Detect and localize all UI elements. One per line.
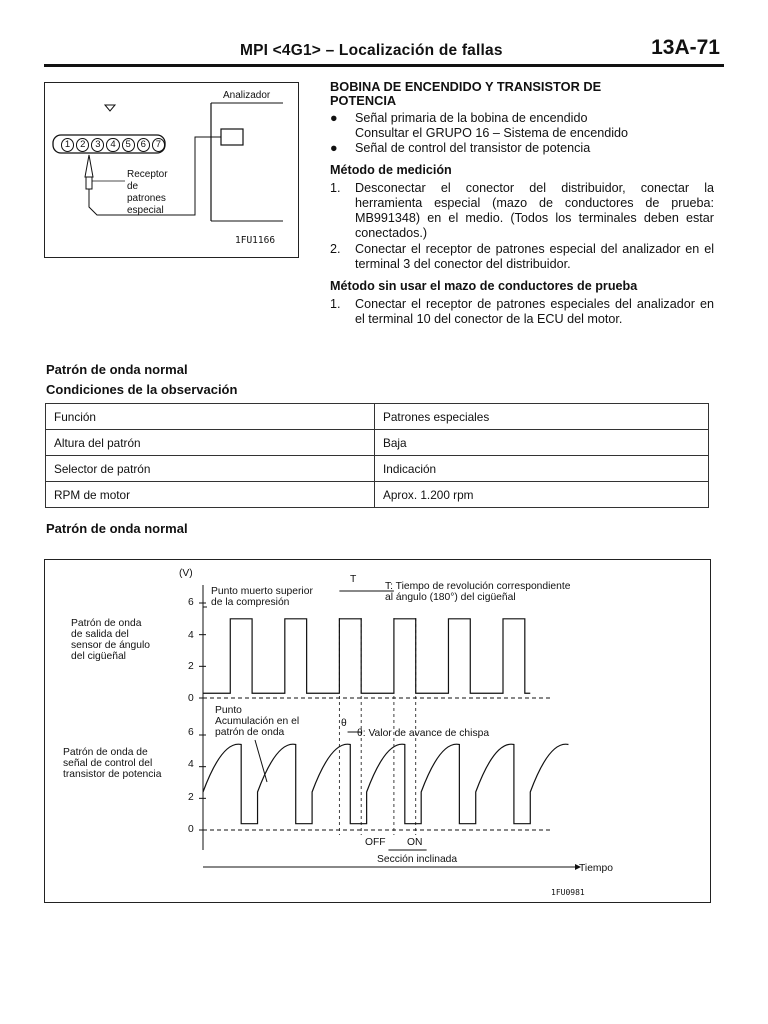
table-cell: Baja <box>375 430 709 456</box>
punto-line-3: patrón de onda <box>215 727 285 738</box>
y-tick-bottom-0: 0 <box>188 824 194 835</box>
chart-side-label-line: Patrón de onda de <box>63 747 148 758</box>
table-cell: RPM de motor <box>46 482 375 508</box>
step-number: 1. <box>330 297 341 311</box>
chart-side-label-line: sensor de ángulo <box>71 640 151 651</box>
t-symbol: T <box>350 574 357 585</box>
alt-method-heading: Método sin usar el mazo de conductores de prueba <box>330 279 638 293</box>
crank-sensor-waveform <box>203 619 530 693</box>
step-item <box>330 181 714 241</box>
page-number: 13A-71 <box>651 36 720 59</box>
connection-diagram-drawing <box>45 83 298 257</box>
connector-pin: 6 <box>137 138 150 152</box>
receptor-line: de <box>127 181 139 192</box>
bullet-line: Consultar el GRUPO 16 – Sistema de encendido <box>355 126 629 140</box>
tdc-line-1: Punto muerto superior <box>211 586 313 597</box>
header-rule <box>44 64 724 67</box>
waveform-chart <box>44 559 711 903</box>
connection-diagram <box>44 82 299 258</box>
step-text: Conectar el receptor de patrones especial del analizador en el terminal 3 del conector del distribuidor. <box>355 242 714 271</box>
connector-pin: 4 <box>106 138 119 152</box>
punto-line-1: Punto <box>215 705 242 716</box>
section-title <box>330 80 714 108</box>
table-row <box>46 456 709 482</box>
step-number: 2. <box>330 242 341 256</box>
table-cell: Selector de patrón <box>46 456 375 482</box>
section-heading-waveform: Patrón de onda normal <box>46 362 188 377</box>
receptor-label <box>127 169 168 217</box>
method-heading: Método de medición <box>330 163 452 177</box>
punto-line-2: Acumulación en el <box>215 716 300 727</box>
right-column <box>330 80 714 327</box>
title-line-1: BOBINA DE ENCENDIDO Y TRANSISTOR DE <box>330 79 602 94</box>
table-row <box>46 430 709 456</box>
chart-side-label-line: señal de control del <box>63 758 153 769</box>
transistor-control-label <box>63 747 161 780</box>
page-title: MPI <4G1> – Localización de fallas <box>240 42 503 59</box>
transistor-control-waveform <box>203 744 568 823</box>
conditions-table <box>45 403 709 508</box>
table-row <box>46 482 709 508</box>
y-tick-top-0: 0 <box>188 693 194 704</box>
slope-label: Sección inclinada <box>377 854 458 865</box>
table-cell: Altura del patrón <box>46 430 375 456</box>
unit-label: (V) <box>179 568 193 579</box>
chart-side-label-line: transistor de potencia <box>63 769 162 780</box>
table-cell: Patrones especiales <box>375 404 709 430</box>
section-heading-waveform-2: Patrón de onda normal <box>46 521 188 536</box>
chart-side-label-line: del cigüeñal <box>71 651 126 662</box>
y-tick-top-2: 2 <box>188 661 194 672</box>
tdc-label <box>211 586 313 608</box>
step-number: 1. <box>330 181 341 195</box>
table-cell: Función <box>46 404 375 430</box>
y-tick-top-4: 4 <box>188 630 194 641</box>
step-text: Conectar el receptor de patrones especiales del analizador en el terminal 10 del conector de la ECU del motor. <box>355 297 714 326</box>
crank-sensor-label <box>71 618 150 662</box>
punto-label <box>215 705 299 738</box>
theta-description: θ: Valor de avance de chispa <box>357 728 490 739</box>
bullet-list <box>330 111 714 156</box>
bullet-item <box>330 141 714 156</box>
connector-pin: 7 <box>152 138 165 152</box>
y-tick-bottom-6: 6 <box>188 727 194 738</box>
chart-code: 1FU0981 <box>551 888 585 897</box>
y-tick-top-6: 6 <box>188 597 194 608</box>
connector-pin: 1 <box>61 138 74 152</box>
connector-pin: 5 <box>122 138 135 152</box>
theta-symbol: θ <box>341 718 347 729</box>
bullet-marker: ● <box>330 141 338 155</box>
chart-side-label-line: de salida del <box>71 629 129 640</box>
connector-pins <box>61 138 165 152</box>
step-item <box>330 242 714 272</box>
table-cell: Indicación <box>375 456 709 482</box>
step-text: Desconectar el conector del distribuidor, conectar la herramienta especial (mazo de conductores de prueba: MB991348) en el medio. (Todos los terminales deben estar conectados.) <box>355 181 714 240</box>
tdc-line-2: de la compresión <box>211 597 290 608</box>
t-description <box>385 581 570 603</box>
step-item <box>330 297 714 327</box>
bullet-item <box>330 111 714 141</box>
t-desc-line-1: T: Tiempo de revolución correspondiente <box>385 581 571 592</box>
receptor-line: Receptor <box>127 169 168 180</box>
time-label: Tiempo <box>579 863 613 874</box>
receptor-line: especial <box>127 205 164 216</box>
bullet-line: Señal primaria de la bobina de encendido <box>355 111 588 125</box>
alt-method-steps <box>330 297 714 327</box>
method-steps <box>330 181 714 272</box>
table-row <box>46 404 709 430</box>
bullet-marker: ● <box>330 111 338 125</box>
title-line-2: POTENCIA <box>330 93 397 108</box>
bullet-line: Señal de control del transistor de potencia <box>355 141 591 155</box>
conditions-heading: Condiciones de la observación <box>46 382 238 397</box>
analyzer-label: Analizador <box>223 90 271 101</box>
connector-pin: 3 <box>91 138 104 152</box>
on-label: ON <box>407 837 423 848</box>
connector-pin: 2 <box>76 138 89 152</box>
chart-side-label-line: Patrón de onda <box>71 618 142 629</box>
receptor-line: patrones <box>127 193 166 204</box>
off-label: OFF <box>365 837 386 848</box>
punto-leader <box>255 740 267 782</box>
y-tick-bottom-2: 2 <box>188 792 194 803</box>
figure-code: 1FU1166 <box>235 235 276 246</box>
y-tick-bottom-4: 4 <box>188 759 194 770</box>
t-desc-line-2: al ángulo (180°) del cigüeñal <box>385 592 516 603</box>
table-cell: Aprox. 1.200 rpm <box>375 482 709 508</box>
